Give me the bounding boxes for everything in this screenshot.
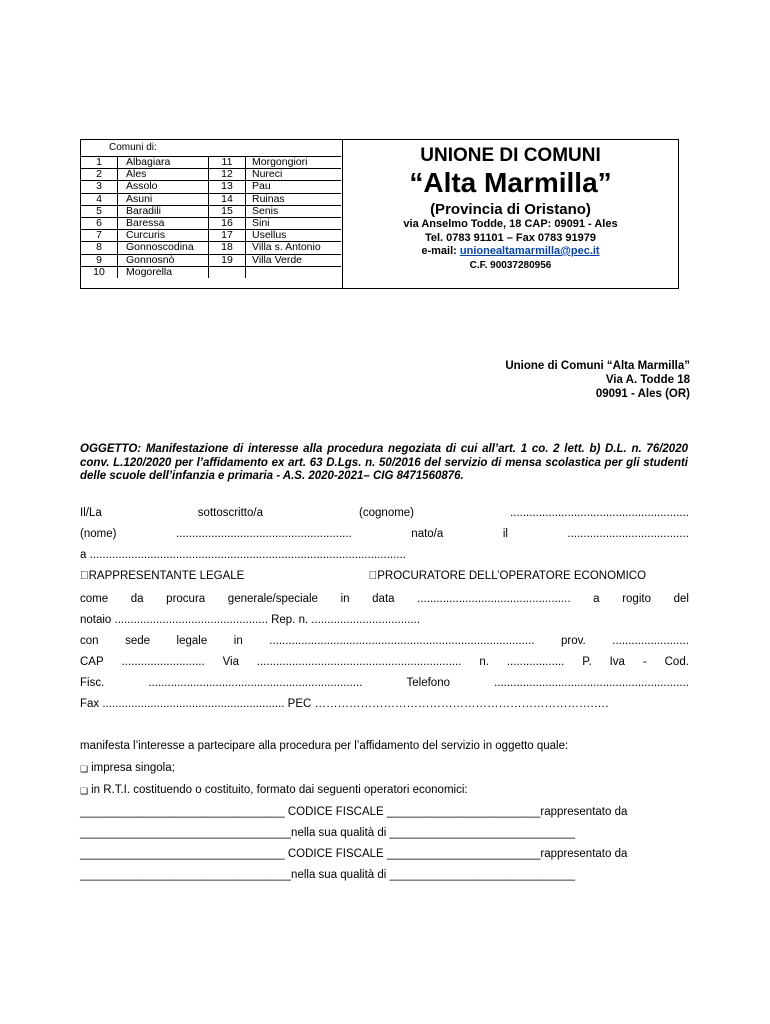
union-phone: Tel. 0783 91101 – Fax 0783 91979 (424, 231, 597, 244)
form-word: generale/speciale (227, 593, 318, 605)
form-word[interactable]: ................................................................ (256, 656, 462, 668)
email-link[interactable]: unionealtamarmilla@pec.it (459, 245, 600, 257)
form-line-3: a ................................................................................................... (80, 549, 406, 561)
form-word[interactable]: ........................................................ (510, 507, 689, 519)
checkbox-icon[interactable]: ❏ (80, 764, 89, 774)
recipient-line-1: Unione di Comuni “Alta Marmilla” (505, 360, 690, 372)
form-line-4 (80, 570, 689, 582)
comune-name: Assolo (118, 181, 209, 193)
comune-number: 5 (81, 205, 118, 217)
comune-name: Sini (246, 217, 342, 229)
form-word: CAP (80, 656, 104, 668)
form-word: - (642, 656, 647, 668)
union-tax-code: C.F. 90037280956 (469, 259, 552, 271)
comune-number: 9 (81, 254, 118, 266)
comune-number: 11 (209, 157, 246, 169)
comune-row (81, 169, 341, 181)
comune-name: Ruinas (246, 193, 342, 205)
form-word: procura (166, 593, 206, 605)
form-line-9 (80, 677, 689, 689)
comuni-table (81, 156, 341, 278)
subject: OGGETTO: Manifestazione di interesse alla procedura negoziata di cui all’art. 1 co. 2 lett. b) D.L. n. 76/2020 conv. L.120/2020 per l’affidamento ex art. 63 D.Lgs. n. 50/2016 del servizio di mensa scolastica per gli studenti delle scuole dell’infanzia e primaria - A.S. 2020-2021– CIG 8471560876. (80, 443, 688, 482)
comune-number: 19 (209, 254, 246, 266)
comune-name: Asuni (118, 193, 209, 205)
form-word[interactable]: .......................... (121, 656, 205, 668)
form-word: da (130, 593, 144, 605)
form-word: legale (176, 635, 208, 647)
form-word: il (502, 528, 508, 540)
comune-name (246, 266, 342, 278)
comune-number: 15 (209, 205, 246, 217)
comune-number: 2 (81, 169, 118, 181)
rti-row-2b: _________________________________nella sua qualità di _____________________________ (80, 869, 575, 881)
comune-row (81, 230, 341, 242)
option-single-label: impresa singola; (91, 762, 175, 774)
comune-row (81, 205, 341, 217)
comune-name: Senis (246, 205, 342, 217)
union-email-line (343, 245, 678, 259)
union-province: (Provincia di Oristano) (430, 201, 591, 218)
form-word: Iva (609, 656, 625, 668)
comune-name: Albagiara (118, 157, 209, 169)
comune-number: 10 (81, 266, 118, 278)
union-address: via Anselmo Todde, 18 CAP: 09091 - Ales (403, 218, 618, 230)
comune-name: Morgongiori (246, 157, 342, 169)
comune-number: 8 (81, 242, 118, 254)
comune-name: Nureci (246, 169, 342, 181)
union-info (343, 140, 678, 272)
form-word: Cod. (664, 656, 689, 668)
union-title: UNIONE DI COMUNI (420, 145, 601, 166)
form-line-10: Fax ......................................................... PEC ……………………………………………………………….…. (80, 698, 609, 710)
form-word: (cognome) (359, 507, 415, 519)
form-word: Il/La (80, 507, 102, 519)
form-line-6: notaio ................................................ Rep. n. .................................. (80, 614, 420, 626)
form-word: con (80, 635, 99, 647)
comune-row (81, 181, 341, 193)
rti-row-1b: _________________________________nella sua qualità di _____________________________ (80, 827, 575, 839)
comune-number: 13 (209, 181, 246, 193)
rti-row-2a: ________________________________ CODICE FISCALE ________________________rappresentato da (80, 848, 628, 860)
form-word: in (233, 635, 243, 647)
form-word[interactable]: .................. (506, 656, 565, 668)
checkbox-icon[interactable]: ❏ (80, 786, 89, 796)
form-word[interactable]: ................................................................... (148, 677, 363, 689)
comune-number: 3 (81, 181, 118, 193)
form-word: data (372, 593, 395, 605)
comune-number (209, 266, 246, 278)
comune-row (81, 217, 341, 229)
rti-row-1a: ________________________________ CODICE FISCALE ________________________rappresentato da (80, 806, 628, 818)
comune-number: 17 (209, 230, 246, 242)
form-word[interactable]: ....................................................... (176, 528, 352, 540)
form-word: rogito (622, 593, 651, 605)
union-name: “Alta Marmilla” (409, 167, 612, 198)
comune-number: 18 (209, 242, 246, 254)
comune-name: Gonnosnò (118, 254, 209, 266)
form-word: come (80, 593, 109, 605)
form-line-5 (80, 593, 689, 605)
comune-number: 12 (209, 169, 246, 181)
form-word[interactable]: ................................................ (417, 593, 571, 605)
form-word[interactable]: ............................................................. (494, 677, 689, 689)
comune-number: 7 (81, 230, 118, 242)
form-word: P. (582, 656, 592, 668)
form-word: Fisc. (80, 677, 105, 689)
option-rti-label: in R.T.I. costituendo o costituito, formato dai seguenti operatori economici: (91, 784, 468, 796)
comune-row (81, 266, 341, 278)
recipient-address (505, 359, 690, 401)
attorney-option[interactable]: PROCURATORE DELL’OPERATORE ECONOMICO (360, 570, 629, 582)
comune-row (81, 254, 341, 266)
form-word[interactable]: ........................ (612, 635, 689, 647)
comune-name: Baradili (118, 205, 209, 217)
option-rti (80, 784, 689, 799)
form-line-1 (80, 507, 689, 519)
form-line-8 (80, 656, 689, 668)
form-word: prov. (561, 635, 586, 647)
apple-icon[interactable] (80, 570, 89, 582)
comune-number: 1 (81, 157, 118, 169)
comune-number: 16 (209, 217, 246, 229)
form-word: n. (479, 656, 489, 668)
form-word: (nome) (80, 528, 117, 540)
comune-number: 6 (81, 217, 118, 229)
legal-rep-option[interactable]: RAPPRESENTANTE LEGALE (80, 570, 236, 582)
comune-number: 14 (209, 193, 246, 205)
comune-number: 4 (81, 193, 118, 205)
email-label: e-mail: (421, 245, 460, 257)
comuni-panel (81, 140, 343, 288)
form-word: Via (222, 656, 239, 668)
form-word[interactable]: ................................................................................... (269, 635, 535, 647)
recipient-line-2: Via A. Todde 18 (605, 374, 690, 386)
comune-row (81, 157, 341, 169)
comune-name: Usellus (246, 230, 342, 242)
comune-name: Villa Verde (246, 254, 342, 266)
form-word[interactable]: ...................................... (567, 528, 689, 540)
form-word: in (340, 593, 350, 605)
form-word: a (593, 593, 600, 605)
form-word: nato/a (411, 528, 444, 540)
comune-row (81, 242, 341, 254)
form-word: sottoscritto/a (197, 507, 263, 519)
comune-name: Pau (246, 181, 342, 193)
form-line-2 (80, 528, 689, 540)
comune-name: Gonnoscodina (118, 242, 209, 254)
form-word: Telefono (406, 677, 450, 689)
comune-name: Villa s. Antonio (246, 242, 342, 254)
intro-text: manifesta l’interesse a partecipare alla procedura per l’affidamento del servizio in oggetto quale: (80, 740, 569, 752)
comune-name: Curcuris (118, 230, 209, 242)
comuni-caption: Comuni di: (109, 142, 157, 153)
comune-name: Ales (118, 169, 209, 181)
form-word: sede (125, 635, 151, 647)
comune-row (81, 193, 341, 205)
form-word: del (673, 593, 689, 605)
option-single (80, 762, 689, 777)
recipient-line-3: 09091 - Ales (OR) (595, 388, 690, 400)
apple-icon[interactable] (369, 570, 378, 582)
letterhead (80, 139, 679, 289)
comune-name: Mogorella (118, 266, 209, 278)
comune-name: Baressa (118, 217, 209, 229)
form-line-7 (80, 635, 689, 647)
